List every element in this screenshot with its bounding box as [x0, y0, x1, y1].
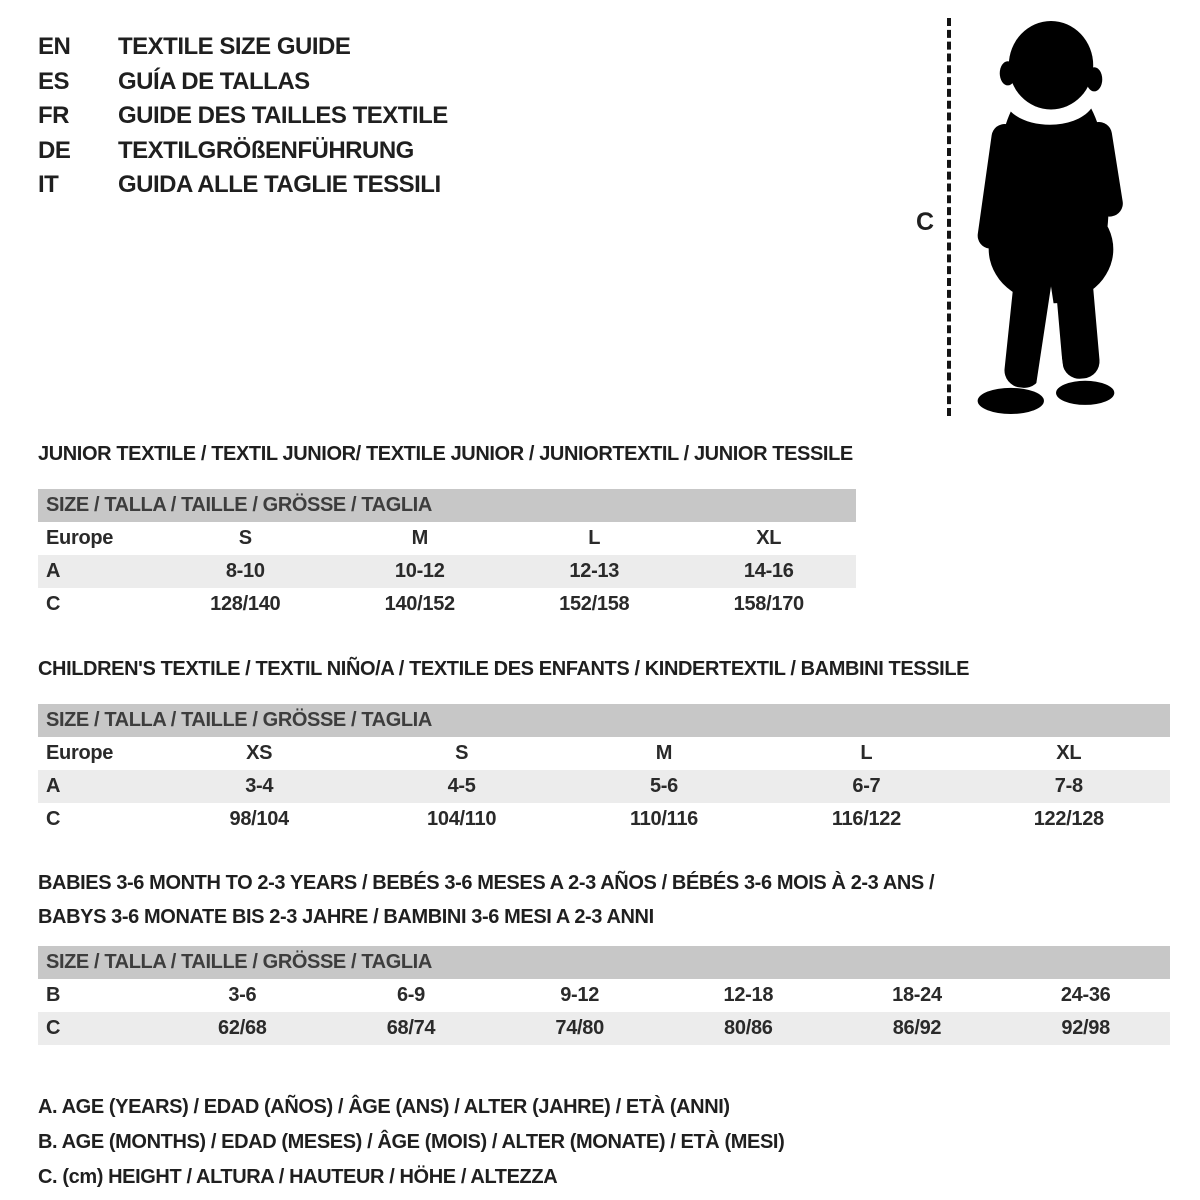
sections-slot	[38, 437, 1170, 1045]
size-cell: M	[655, 742, 673, 764]
size-cell: 92/98	[1061, 1017, 1110, 1039]
table-row	[38, 979, 1170, 1012]
toddler-silhouette-icon	[966, 13, 1136, 419]
language-list	[38, 30, 448, 203]
height-measure-dashed-line	[947, 18, 951, 416]
row-label: B	[46, 984, 61, 1006]
size-cell: L	[588, 527, 601, 549]
language-code: EN	[38, 33, 71, 60]
language-label: TEXTILE SIZE GUIDE	[118, 33, 351, 60]
table-row	[38, 555, 856, 588]
size-cell: XL	[756, 527, 782, 549]
language-code: DE	[38, 136, 71, 164]
figure-block	[900, 0, 1180, 432]
size-cell: 3-4	[245, 775, 274, 797]
size-cell: S	[455, 742, 469, 764]
table-header: SIZE / TALLA / TAILLE / GRÖSSE / TAGLIA	[38, 946, 1170, 979]
size-cell: 128/140	[210, 593, 281, 615]
size-cell: 62/68	[218, 1017, 267, 1039]
size-table	[38, 489, 856, 621]
row-label: Europe	[46, 742, 114, 764]
size-cell: 122/128	[1033, 808, 1104, 830]
language-label: GUIDA ALLE TAGLIE TESSILI	[118, 171, 441, 198]
size-cell: 86/92	[892, 1017, 942, 1039]
language-code: FR	[38, 102, 69, 129]
size-cell: XL	[1056, 742, 1082, 764]
section-children	[38, 652, 1170, 836]
size-cell: 12-13	[569, 560, 620, 582]
language-row	[38, 168, 448, 203]
row-label: A	[46, 775, 61, 797]
row-label: C	[46, 808, 61, 830]
table-row	[38, 522, 856, 555]
size-cell: 104/110	[427, 808, 497, 830]
size-cell: 152/158	[559, 593, 630, 615]
size-cell: 140/152	[384, 593, 455, 615]
section-title	[38, 437, 1170, 471]
table-row	[38, 1012, 1170, 1045]
row-label: C	[46, 593, 61, 615]
size-table	[38, 946, 1170, 1045]
table-row	[38, 588, 856, 621]
size-cell: 4-5	[447, 775, 476, 797]
size-cell: 7-8	[1054, 775, 1083, 797]
size-cell: 80/86	[724, 1017, 773, 1039]
row-label: A	[46, 560, 61, 582]
language-code: IT	[38, 171, 59, 198]
footnotes	[38, 1090, 1170, 1195]
size-cell: XS	[246, 742, 273, 764]
size-cell: 74/80	[555, 1017, 604, 1039]
footnote-line: B. AGE (MONTHS) / EDAD (MESES) / ÂGE (MOIS) / ALTER (MONATE) / ETÀ (MESI)	[38, 1131, 785, 1153]
section-title	[38, 652, 1170, 686]
size-cell: S	[238, 527, 252, 549]
size-cell: 3-6	[228, 984, 257, 1006]
size-cell: 98/104	[229, 808, 289, 830]
table-header: SIZE / TALLA / TAILLE / GRÖSSE / TAGLIA	[38, 704, 1170, 737]
size-cell: 12-18	[723, 984, 774, 1006]
section-babies	[38, 866, 1170, 1045]
size-cell: M	[411, 527, 428, 549]
language-row	[38, 30, 448, 65]
footnote-line: C. (cm) HEIGHT / ALTURA / HAUTEUR / HÖHE / ALTEZZA	[38, 1166, 558, 1188]
table-row	[38, 770, 1170, 803]
language-label: TEXTILGRÖßENFÜHRUNG	[118, 136, 414, 164]
size-cell: 6-9	[396, 984, 425, 1006]
footnote-line: A. AGE (YEARS) / EDAD (AÑOS) / ÂGE (ANS) / ALTER (JAHRE) / ETÀ (ANNI)	[38, 1096, 730, 1118]
language-label: GUIDE DES TAILLES TEXTILE	[118, 102, 448, 129]
language-label: GUÍA DE TALLAS	[118, 67, 310, 95]
section-title-line: JUNIOR TEXTILE / TEXTIL JUNIOR/ TEXTILE JUNIOR / JUNIORTEXTIL / JUNIOR TESSILE	[38, 443, 853, 465]
size-cell: 5-6	[649, 775, 678, 797]
language-code: ES	[38, 67, 70, 95]
section-junior	[38, 437, 1170, 621]
size-sections	[38, 430, 1170, 1195]
size-cell: 6-7	[852, 775, 881, 797]
size-table	[38, 704, 1170, 836]
table-row	[38, 803, 1170, 836]
language-row	[38, 99, 448, 134]
language-row	[38, 65, 448, 100]
row-label: Europe	[46, 527, 114, 549]
section-title	[38, 866, 1170, 934]
size-cell: L	[860, 742, 873, 764]
size-cell: 10-12	[394, 560, 445, 582]
size-cell: 110/116	[629, 808, 698, 830]
table-header: SIZE / TALLA / TAILLE / GRÖSSE / TAGLIA	[38, 489, 856, 522]
size-cell: 18-24	[892, 984, 942, 1006]
height-measure-label: C	[916, 208, 935, 236]
size-cell: 68/74	[386, 1017, 436, 1039]
size-cell: 24-36	[1060, 984, 1111, 1006]
size-cell: 14-16	[743, 560, 794, 582]
section-title-line: BABYS 3-6 MONATE BIS 2-3 JAHRE / BAMBINI 3-6 MESI A 2-3 ANNI	[38, 906, 654, 928]
section-title-line: CHILDREN'S TEXTILE / TEXTIL NIÑO/A / TEXTILE DES ENFANTS / KINDERTEXTIL / BAMBINI TESSILE	[38, 658, 970, 680]
size-cell: 8-10	[225, 560, 265, 582]
language-row	[38, 134, 448, 169]
size-cell: 9-12	[560, 984, 600, 1006]
table-row	[38, 737, 1170, 770]
size-cell: 116/122	[831, 808, 901, 830]
row-label: C	[46, 1017, 61, 1039]
size-cell: 158/170	[733, 593, 804, 615]
section-title-line: BABIES 3-6 MONTH TO 2-3 YEARS / BEBÉS 3-6 MESES A 2-3 AÑOS / BÉBÉS 3-6 MOIS À 2-3 ANS /	[38, 872, 935, 894]
